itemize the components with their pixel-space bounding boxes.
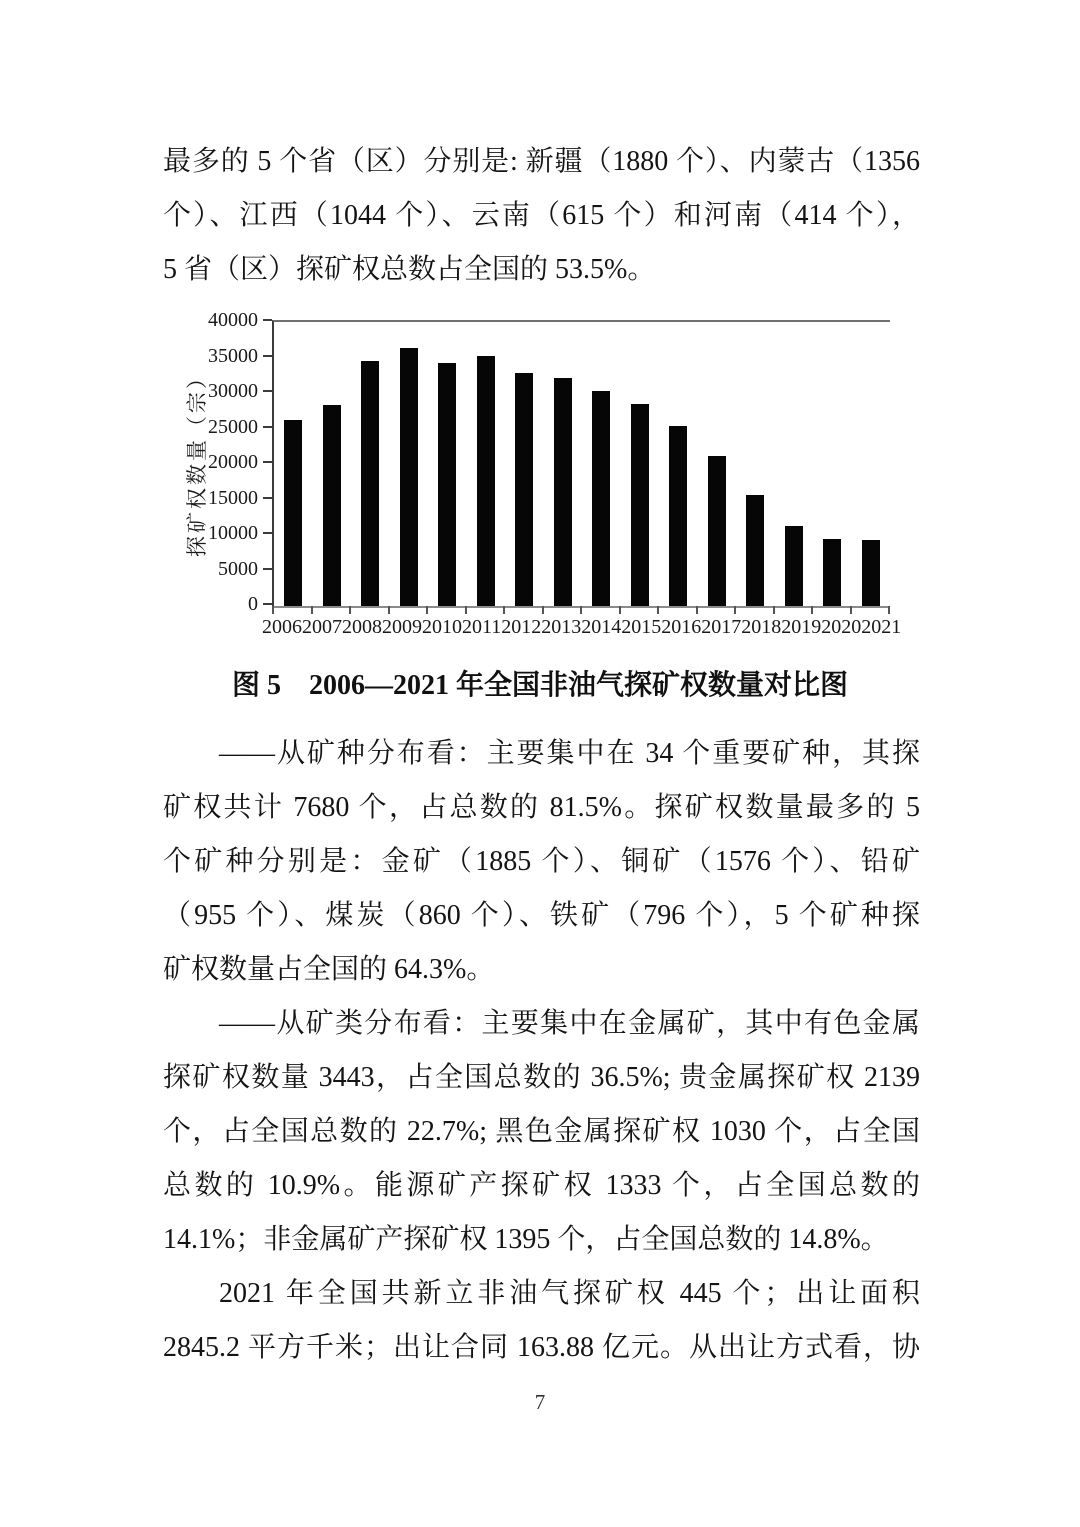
y-axis-title: 探矿权数量（宗） xyxy=(185,365,209,557)
y-tick-mark xyxy=(263,426,272,428)
x-tick-mark xyxy=(388,606,390,614)
y-tick-label: 5000 xyxy=(218,557,258,580)
bar-2008 xyxy=(361,361,379,606)
bar-2015 xyxy=(631,404,649,606)
new-grants-paragraph xyxy=(163,1267,920,1375)
bar-2006 xyxy=(284,420,302,606)
text-line: 2845.2 平方千米；出让合同 163.88 亿元。从出让方式看，协 xyxy=(163,1332,920,1363)
x-tick-mark xyxy=(465,606,467,614)
text-line: ——从矿种分布看：主要集中在 34 个重要矿种，其探 xyxy=(219,738,920,769)
text-line: 总数的 10.9%。能源矿产探矿权 1333 个，占全国总数的 xyxy=(163,1170,920,1201)
bar-2020 xyxy=(823,539,841,606)
text-line: 探矿权数量 3443，占全国总数的 36.5%; 贵金属探矿权 2139 xyxy=(163,1062,920,1093)
x-tick-mark xyxy=(696,606,698,614)
x-tick-mark xyxy=(426,606,428,614)
y-axis-labels xyxy=(140,309,258,615)
x-tick-label: 2009 xyxy=(382,616,422,638)
x-tick-mark xyxy=(850,606,852,614)
x-axis-labels xyxy=(262,615,900,639)
x-tick-label: 2013 xyxy=(541,616,582,638)
y-tick-mark xyxy=(263,461,272,463)
bar-2011 xyxy=(477,356,495,606)
x-tick-label: 2015 xyxy=(621,616,662,638)
y-tick-mark xyxy=(263,319,272,321)
y-tick-label: 15000 xyxy=(208,486,258,509)
y-tick-mark xyxy=(263,390,272,392)
bar-2013 xyxy=(554,378,572,606)
x-tick-mark xyxy=(811,606,813,614)
x-tick-label: 2008 xyxy=(342,616,382,638)
x-tick-mark xyxy=(734,606,736,614)
bar-2012 xyxy=(515,373,533,606)
x-tick-label: 2007 xyxy=(302,616,342,638)
text-line: 2021 年全国共新立非油气探矿权 445 个；出让面积 xyxy=(219,1278,920,1309)
x-tick-mark xyxy=(311,606,313,614)
text-line: 矿权数量占全国的 64.3%。 xyxy=(163,954,495,985)
text-line: （955 个）、煤炭（860 个）、铁矿（796 个），5 个矿种探 xyxy=(163,900,920,931)
bar-2016 xyxy=(669,426,687,606)
y-tick-label: 10000 xyxy=(208,522,258,544)
text-line: 个，占全国总数的 22.7%; 黑色金属探矿权 1030 个，占全国 xyxy=(163,1116,920,1147)
bar-2017 xyxy=(708,456,726,606)
x-tick-label: 2016 xyxy=(661,616,702,638)
y-tick-mark xyxy=(263,355,272,357)
mineral-class-paragraph xyxy=(163,997,920,1267)
text-line: 14.1%；非金属矿产探矿权 1395 个，占全国总数的 14.8%。 xyxy=(163,1224,889,1255)
text-line: 矿权共计 7680 个，占总数的 81.5%。探矿权数量最多的 5 xyxy=(163,792,920,823)
y-tick-label: 0 xyxy=(248,593,258,615)
mineral-type-paragraph xyxy=(163,727,920,997)
x-tick-mark xyxy=(503,606,505,614)
y-tick-label: 40000 xyxy=(208,309,258,331)
bar-2007 xyxy=(323,405,341,606)
x-tick-label: 2010 xyxy=(422,616,462,638)
text-line: 最多的 5 个省（区）分别是: 新疆（1880 个）、内蒙古（1356 xyxy=(163,146,920,177)
x-tick-mark xyxy=(888,606,890,614)
text-line: 个）、江西（1044 个）、云南（615 个）和河南（414 个）， xyxy=(163,200,920,231)
x-tick-mark xyxy=(349,606,351,614)
x-tick-label: 2020 xyxy=(821,616,862,638)
bar-2021 xyxy=(862,540,880,606)
bar-2014 xyxy=(592,391,610,606)
x-tick-label: 2021 xyxy=(861,616,902,638)
x-tick-label: 2018 xyxy=(741,616,782,638)
y-tick-mark xyxy=(263,603,272,605)
x-tick-mark xyxy=(619,606,621,614)
bars-container xyxy=(274,322,890,606)
x-tick-label: 2011 xyxy=(462,616,502,638)
y-tick-mark xyxy=(263,568,272,570)
text-line: ——从矿类分布看：主要集中在金属矿，其中有色金属 xyxy=(219,1008,920,1039)
x-tick-mark xyxy=(580,606,582,614)
y-tick-mark xyxy=(263,532,272,534)
y-tick-label: 20000 xyxy=(208,451,258,473)
x-tick-label: 2017 xyxy=(701,616,742,638)
y-axis-ticks xyxy=(263,320,272,604)
x-tick-mark xyxy=(773,606,775,614)
bar-2019 xyxy=(785,526,803,606)
x-tick-label: 2012 xyxy=(501,616,542,638)
x-tick-mark xyxy=(657,606,659,614)
x-axis-ticks xyxy=(272,606,890,614)
bar-2009 xyxy=(400,348,418,606)
x-tick-mark xyxy=(542,606,544,614)
text-line: 个矿种分别是：金矿（1885 个）、铜矿（1576 个）、铅矿 xyxy=(163,846,920,877)
x-tick-label: 2014 xyxy=(581,616,622,638)
bar-2010 xyxy=(438,363,456,606)
intro-paragraph xyxy=(163,135,920,297)
figure-caption: 图 5 2006—2021 年全国非油气探矿权数量对比图 xyxy=(231,670,848,701)
x-tick-label: 2019 xyxy=(781,616,822,638)
page-number: 7 xyxy=(534,1390,546,1414)
bar-2018 xyxy=(746,495,764,606)
y-tick-label: 25000 xyxy=(208,415,258,438)
text-line: 5 省（区）探矿权总数占全国的 53.5%。 xyxy=(163,254,656,285)
chart-plot-area xyxy=(272,320,890,608)
y-tick-label: 35000 xyxy=(208,344,258,367)
x-tick-label: 2006 xyxy=(262,616,302,638)
y-tick-label: 30000 xyxy=(208,380,258,402)
x-tick-mark xyxy=(272,606,274,614)
y-tick-mark xyxy=(263,497,272,499)
